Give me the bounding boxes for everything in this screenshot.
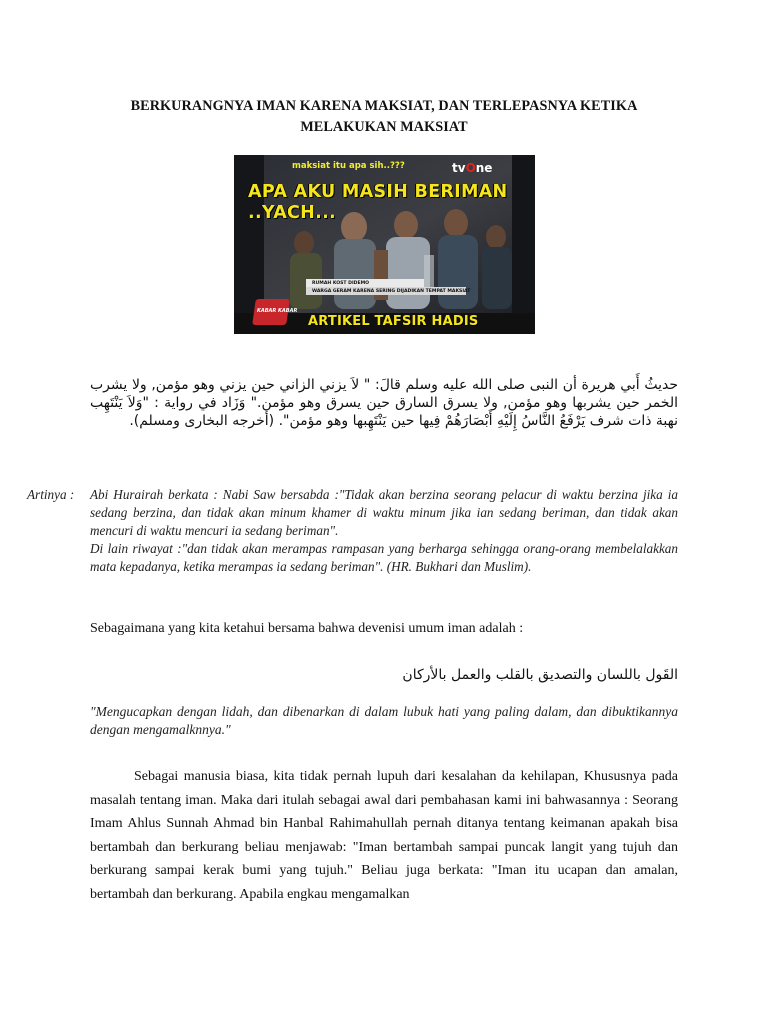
definition-meaning: "Mengucapkan dengan lidah, dan dibenarkan di dalam lubuk hati yang paling dalam, dan dibuktikannya dengan mengamalknnya."	[90, 704, 678, 737]
body-paragraph	[90, 765, 678, 907]
banner-headline-2: ..YACH...	[248, 203, 336, 223]
banner-caption-1: RUMAH KOST DIDEMO	[312, 281, 370, 286]
tvone-logo	[452, 161, 492, 175]
banner-headline-1: APA AKU MASIH BERIMAN	[248, 182, 508, 202]
translation-paragraph-2: Di lain riwayat :"dan tidak akan merampas rampasan yang berharga sehingga orang-orang membelalakkan mata kepadanya, ketika merampas ia sedang beriman". (HR. Bukhari dan Muslim).	[90, 541, 678, 574]
hadith-arabic-text: حديثُ أَبي هريرة أن النبى صلى الله عليه وسلم قالَ: " لاَ يزني الزاني حين يزني وهو مؤمن, ولا يشرب الخمر حين يشربها وهو مؤمن, ولا يسرق السارق حين يسرق وهو مؤمن." وَزَاد في رواية : "وَلاَ يَنْتَهِب نهبة ذات شرف يَرْفَعُ النَّاسُ إِلَيْهِ أَبْصَارَهُمْ فِيها حين يَنْتَهِبها وهو مؤمن". (أخرجه البخارى ومسلم).	[90, 377, 678, 429]
banner-caption-2: WARGA GERAM KARENA SERING DIJADIKAN TEMPAT MAKSIAT	[312, 289, 471, 294]
definition-intro: Sebagaimana yang kita ketahui bersama bahwa devenisi umum iman adalah :	[90, 621, 524, 636]
translation-paragraph-1: Abi Hurairah berkata : Nabi Saw bersabda :"Tidak akan berzina seorang pelacur di waktu berzina jika ia sedang berzina, dan tidak akan minum khamer di waktu minum jika ian sedang beriman, dan tidak akan mencuri di waktu mencuri ia sedang beriman".	[90, 487, 678, 538]
hadith-translation	[90, 486, 678, 576]
title-line-1: BERKURANGNYA IMAN KARENA MAKSIAT, DAN TERLEPASNYA KETIKA	[130, 98, 638, 114]
body-paragraph-text: Sebagai manusia biasa, kita tidak pernah lupuh dari kesalahan da kehilapan, Khususnya pada masalah tentang iman. Maka dari itulah sebagai awal dari pembahasan kami ini bahwasannya : Seorang Imam Ahlus Sunnah Ahmad bin Hanbal Rahimahullah pernah ditanya tentang keimanan apakah bisa bertambah dan berkurang beliau menjawab: "Iman bertambah sampai puncak langit yang tujuh dan berkurang sampai kerak bumi yang tujuh." Beliau juga berkata: "Iman itu ucapan dan amalan, bertambah dan berkurang. Apabila engkau mengamalkan	[90, 769, 678, 902]
logo-part-ne: ne	[475, 161, 493, 175]
translation-label: Artinya :	[27, 487, 75, 502]
kabar-logo-text: KABAR KABAR	[257, 308, 298, 314]
banner-top-text: maksiat itu apa sih..???	[292, 161, 405, 171]
title-line-2: MELAKUKAN MAKSIAT	[300, 119, 468, 135]
logo-part-o: O	[465, 161, 476, 175]
banner-bottom-text: ARTIKEL TAFSIR HADIS	[308, 314, 479, 329]
article-banner-image	[234, 155, 535, 334]
page-title	[90, 96, 678, 138]
definition-arabic: القَول باللسان والتصديق بالقلب والعمل بالأركان	[402, 667, 678, 683]
logo-part-tv: tv	[452, 161, 466, 175]
